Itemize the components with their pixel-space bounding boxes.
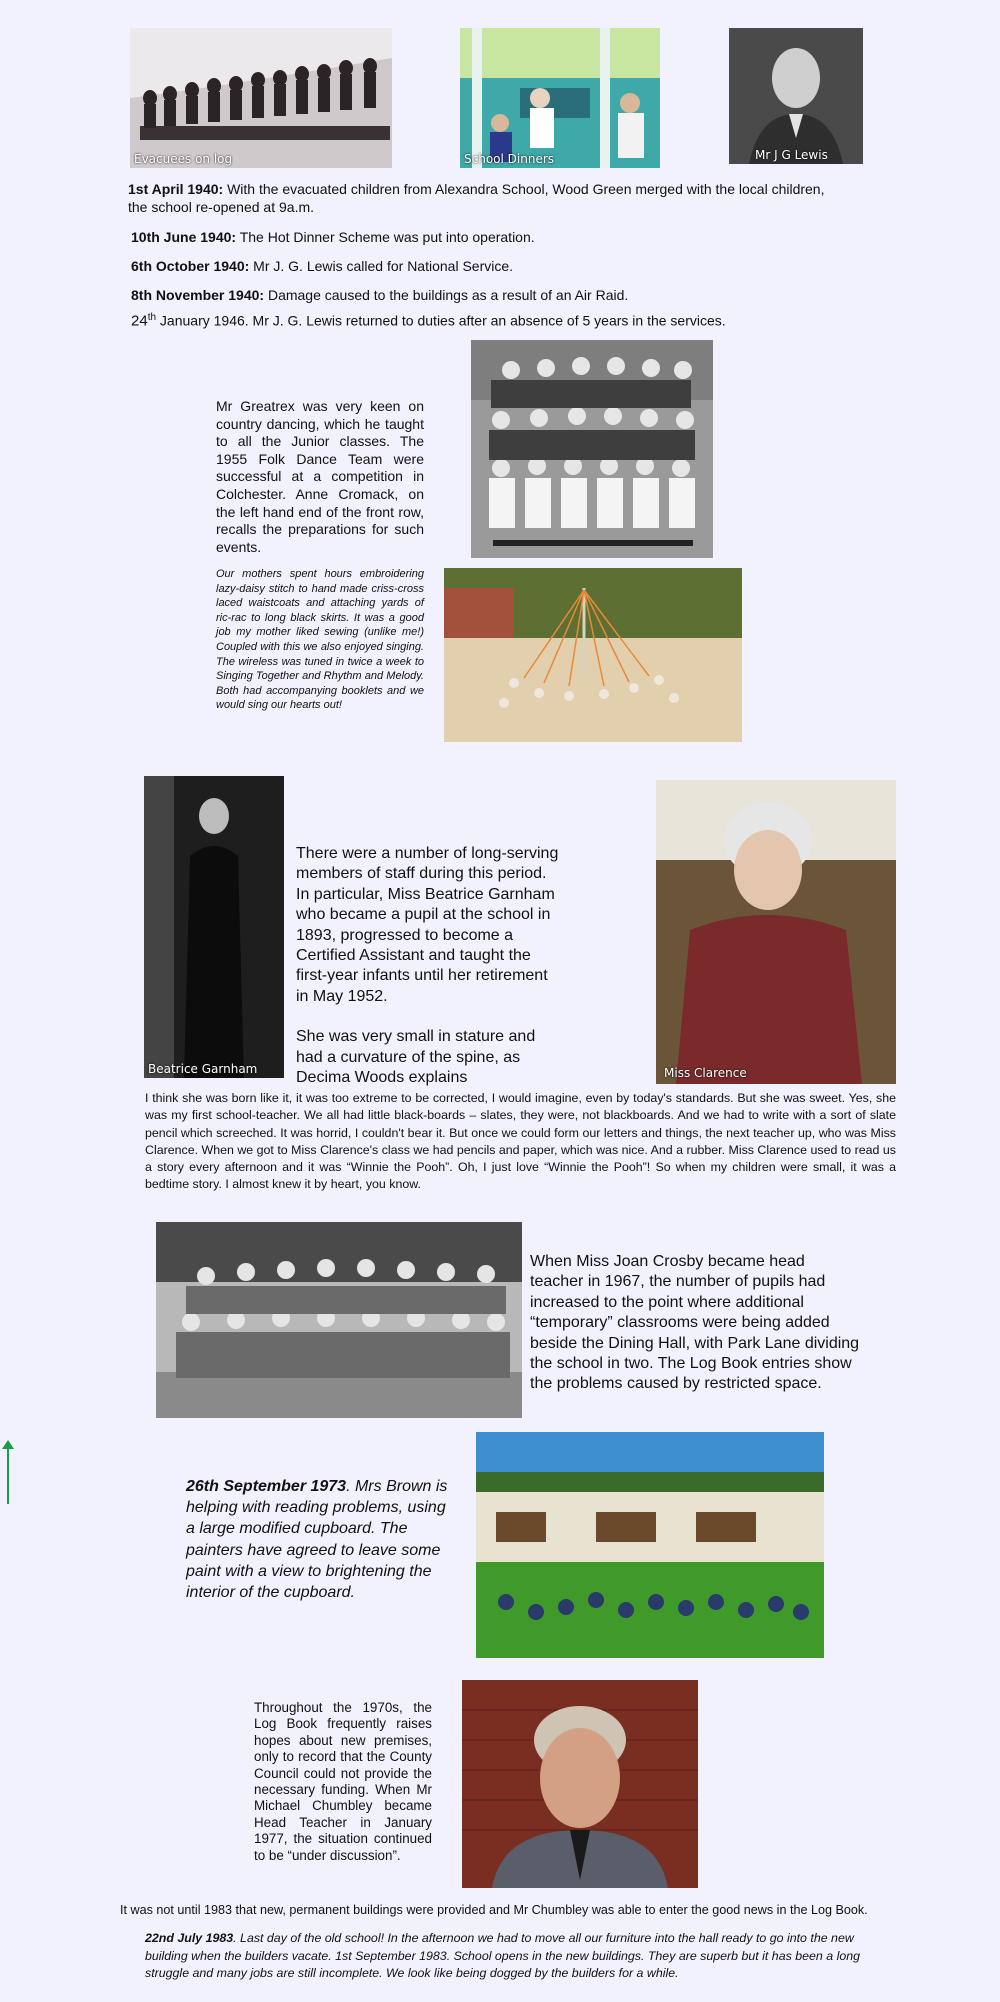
evacuees-caption: Evacuees on log (134, 152, 233, 166)
evacuees-photo (130, 28, 392, 168)
return-text: January 1946. Mr J. G. Lewis returned to duties after an absence of 5 years in the services. (156, 312, 726, 329)
staff-paragraph-2: She was very small in stature and had a curvature of the spine, as Decima Woods explains (296, 1028, 536, 1086)
timeline-1940-april (128, 180, 828, 216)
timeline-text: Mr J. G. Lewis called for National Service. (249, 258, 514, 274)
lewis-image (729, 28, 863, 164)
timeline-1940-june (131, 229, 535, 245)
school-dinners-photo (460, 28, 660, 168)
clarence-photo (656, 780, 896, 1084)
timeline-1946-return (131, 312, 726, 330)
brown-date: 26th September 1973 (186, 1478, 347, 1495)
garnham-image (144, 776, 284, 1078)
return-day-suffix: th (147, 312, 157, 323)
clarence-image (656, 780, 896, 1084)
brown-text: . Mrs Brown is helping with reading problems, using a large modified cupboard. The painters have agreed to leave some paint with a view to brightening the interior of the cupboard. (186, 1478, 448, 1602)
chumbley-image (462, 1680, 698, 1888)
chumbley-paragraph: Throughout the 1970s, the Log Book frequently raises hopes about new premises, only to record that the County Council could not provide the necessary funding. When Mr Michael Chumbley became Head Teacher in January 1977, the situation continued to be “under discussion”. (254, 1700, 432, 1863)
lewis-caption: Mr J G Lewis (755, 148, 828, 162)
crosby-paragraph: When Miss Joan Crosby became head teacher in 1967, the number of pupils had increased to the point where additional “temporary” classrooms were being added beside the Dining Hall, with Park Lane dividing the school in two. The Log Book entries show the problems caused by restricted space. (530, 1253, 860, 1393)
return-day: 24 (131, 312, 148, 330)
lewis-photo (729, 28, 863, 164)
final-date: 22nd July 1983 (145, 1931, 234, 1945)
garnham-photo (144, 776, 284, 1078)
dance-paragraph: Mr Greatrex was very keen on country dancing, which he taught to all the Junior classes. The 1955 Folk Dance Team were successful at a competition in Colchester. Anne Cromack, on the left hand end of the front row, recalls the preparations for such events. (216, 398, 424, 555)
school-dinners-caption: School Dinners (464, 152, 555, 166)
timeline-text: The Hot Dinner Scheme was put into operation. (236, 229, 535, 245)
clarence-caption: Miss Clarence (664, 1066, 747, 1080)
back-to-top-arrow-shaft[interactable] (7, 1446, 9, 1504)
timeline-text: Damage caused to the buildings as a result of an Air Raid. (264, 287, 629, 303)
garnham-caption: Beatrice Garnham (148, 1062, 258, 1076)
staff-paragraph (296, 844, 564, 1086)
temporary-classrooms-image (476, 1432, 824, 1658)
decima-quote: I think she was born like it, it was too extreme to be corrected, I would imagine, even by today's standards. But she was sweet. Yes, she was my first school-teacher. We all had little black-boards – slates, they were, not blackboards. And we had to write with a sort of slate pencil which screeched. It was horrid, I couldn't bear it. But once we could form our letters and things, the next teacher up, who was Miss Clarence. When we got to Miss Clarence's class we had pencils and paper, which was nice. And a rubber. Miss Clarence used to read us a story every afternoon and it was “Winnie the Pooh”. Oh, I just love “Winnie the Pooh”! So when my children were small, it was a bedtime story. I almost knew it by heart, you know. (145, 1091, 896, 1192)
staff-group-image (156, 1222, 522, 1418)
timeline-date: 1st April 1940: (128, 181, 224, 197)
final-log-entry (145, 1930, 861, 1983)
final-quote: . Last day of the old school! In the afternoon we had to move all our furniture into the hall ready to go into the new building when the builders vacate. 1st September 1983. School opens in the new buildings. They are superb but it has been a long struggle and many jobs are still incomplete. We look like being dogged by the builders for a while. (145, 1931, 860, 1981)
staff-paragraph-1: There were a number of long-serving members of staff during this period. In particular, Miss Beatrice Garnham who became a pupil at the school in 1893, progressed to become a Certified Assistant and taught the first-year infants until her retirement in May 1952. (296, 845, 559, 1005)
folk-dance-team-image (471, 340, 713, 558)
maypole-image (444, 568, 742, 742)
final-line: It was not until 1983 that new, permanent buildings were provided and Mr Chumbley was able to enter the good news in the Log Book. (120, 1903, 868, 1917)
timeline-date: 8th November 1940: (131, 287, 265, 303)
chumbley-photo (462, 1680, 698, 1888)
timeline-text: With the evacuated children from Alexandra School, Wood Green merged with the local children, the school re-opened at 9a.m. (128, 181, 825, 215)
staff-group-photo (156, 1222, 522, 1418)
timeline-date: 6th October 1940: (131, 258, 250, 274)
timeline-1940-november (131, 287, 628, 303)
folk-dance-team-photo (471, 340, 713, 558)
brown-entry (186, 1476, 454, 1603)
maypole-photo (444, 568, 742, 742)
timeline-date: 10th June 1940: (131, 229, 237, 245)
dance-quote: Our mothers spent hours embroidering lazy-daisy stitch to hand made criss-cross laced waistcoats and attaching yards of ric-rac to long black skirts. It was a good job my mother liked sewing (unlike me!) Coupled with this we also enjoyed singing. The wireless was tuned in twice a week to Singing Together and Rhythm and Melody. Both had accompanying booklets and we would sing our hearts out! (216, 568, 424, 712)
school-dinners-image (460, 28, 660, 168)
evacuees-image (130, 28, 392, 168)
timeline-1940-october (131, 258, 513, 274)
temporary-classrooms-photo (476, 1432, 824, 1658)
